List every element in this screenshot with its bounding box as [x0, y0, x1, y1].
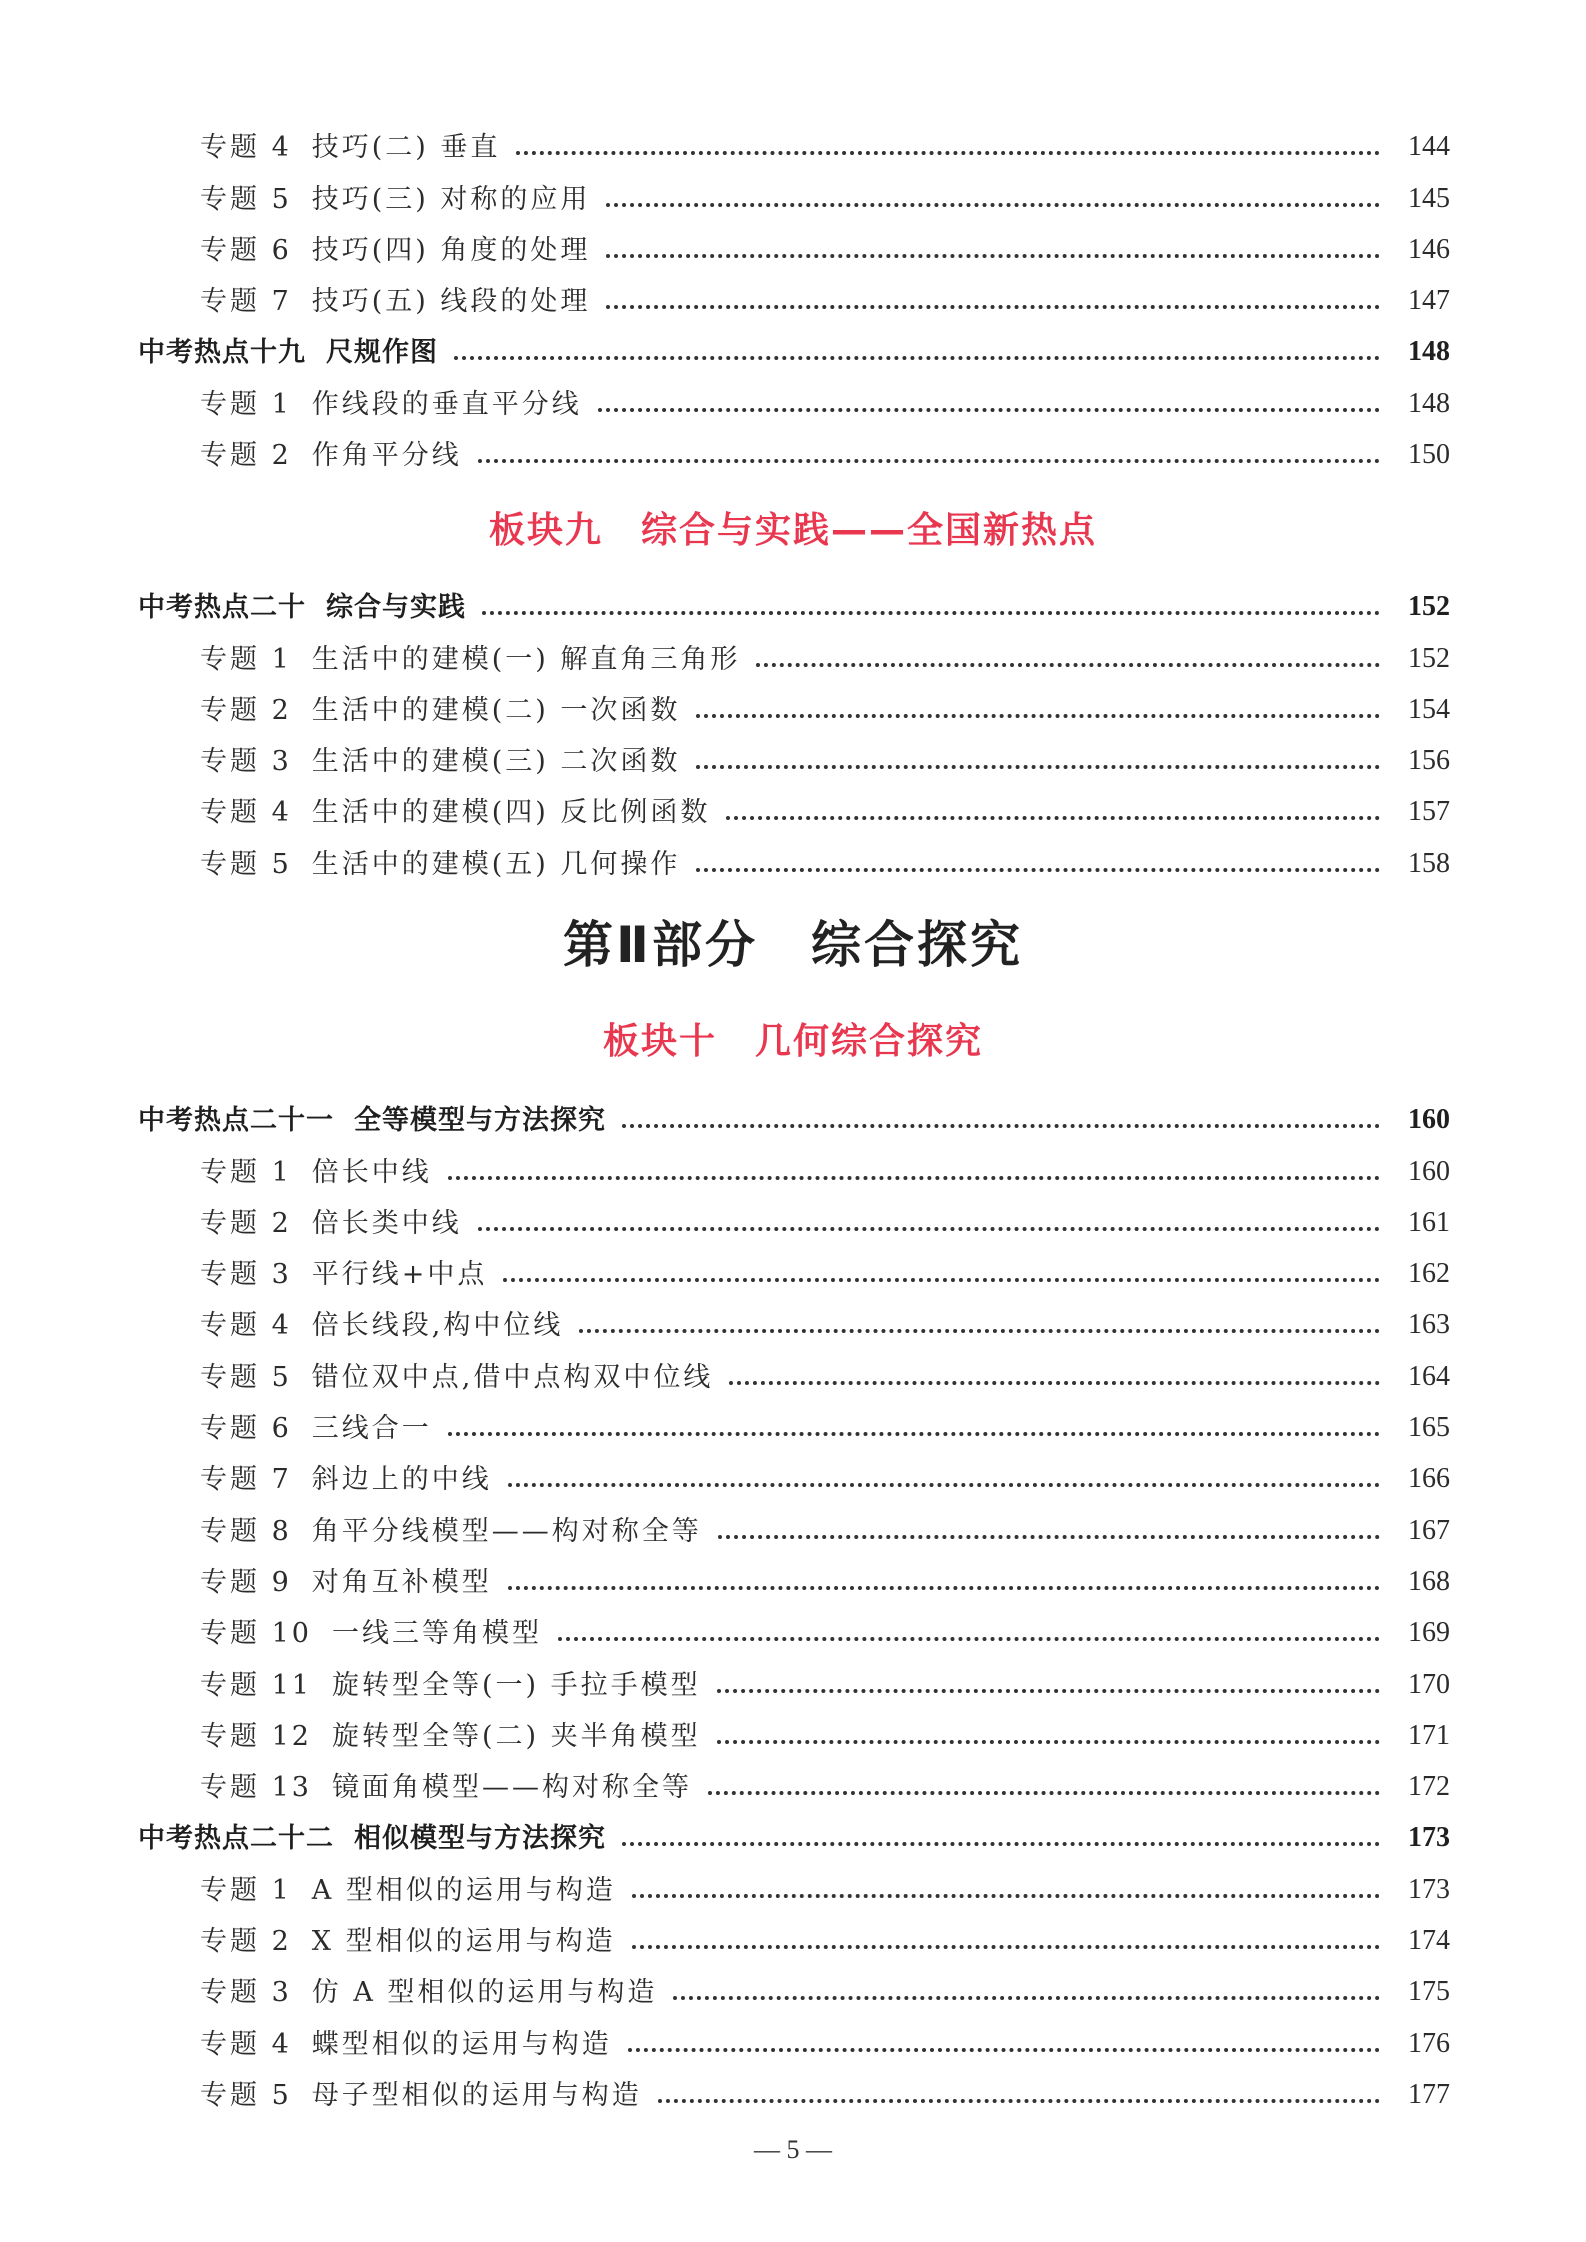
dot-leader — [718, 1535, 1380, 1539]
toc-entry-label — [138, 592, 466, 624]
dot-leader — [482, 611, 1380, 615]
dot-leader — [478, 1227, 1380, 1231]
toc-topic-entry — [138, 1699, 1450, 1750]
dot-leader — [696, 765, 1380, 769]
toc-entry-page-number: 168 — [1408, 1565, 1450, 1597]
toc-entry-number: 专题 2 — [200, 440, 292, 472]
toc-entry-page-number: 165 — [1408, 1412, 1450, 1444]
toc-entry-title: 作角平分线 — [311, 440, 462, 472]
dot-leader — [454, 356, 1380, 360]
toc-entry-number: 专题 4 — [200, 2028, 292, 2060]
toc-entry-label — [200, 1207, 462, 1239]
toc-entry-page-number: 148 — [1408, 387, 1450, 419]
toc-entry-number: 专题 2 — [200, 1207, 292, 1239]
toc-entry-label — [200, 1977, 658, 2009]
toc-entry-title: 倍长类中线 — [311, 1207, 462, 1239]
toc-entry-title: 尺规作图 — [326, 337, 438, 369]
toc-entry-page-number: 172 — [1408, 1771, 1450, 1803]
dot-leader — [516, 151, 1380, 155]
dot-leader — [658, 2099, 1380, 2103]
dot-leader — [606, 254, 1380, 258]
toc-entry-number: 专题 3 — [200, 746, 292, 778]
toc-entry-title: 倍长线段,构中位线 — [311, 1310, 564, 1342]
dot-leader — [717, 1689, 1380, 1693]
toc-entry-label — [138, 1105, 606, 1137]
toc-entry-title: 镜面角模型——构对称全等 — [331, 1772, 692, 1804]
toc-topic-entry — [138, 418, 1450, 472]
toc-topic-entry — [138, 2058, 1450, 2109]
toc-topic-entry — [138, 1955, 1450, 2009]
toc-heading-entry — [138, 315, 1450, 369]
toc-entry-page-number: 152 — [1408, 642, 1450, 674]
toc-entry-page-number: 167 — [1408, 1514, 1450, 1546]
toc-entry-title: X 型相似的运用与构造 — [311, 1926, 616, 1958]
toc-entry-label — [200, 1669, 701, 1701]
toc-topic-entry — [138, 1750, 1450, 1804]
toc-entry-title: 斜边上的中线 — [311, 1464, 492, 1496]
toc-entry-number: 专题 2 — [200, 694, 292, 726]
toc-entry-number: 专题 4 — [200, 1310, 292, 1342]
toc-entry-label — [200, 1156, 432, 1188]
dot-leader — [558, 1637, 1380, 1641]
toc-topic-entry — [138, 1237, 1450, 1291]
toc-entry-number: 中考热点二十一 — [138, 1105, 334, 1137]
toc-entry-title: 生活中的建模(三) 二次函数 — [311, 746, 681, 778]
toc-entry-title: 错位双中点,借中点构双中位线 — [311, 1361, 714, 1393]
toc-entry-title: 技巧(五) 线段的处理 — [311, 286, 591, 318]
dot-leader — [673, 1996, 1380, 2000]
toc-entry-label — [200, 1566, 492, 1598]
toc-entry-label — [200, 132, 501, 164]
toc-topic-entry — [138, 1288, 1450, 1342]
toc-entry-page-number: 170 — [1408, 1668, 1450, 1700]
toc-entry-number: 专题 4 — [200, 132, 292, 164]
dot-leader — [729, 1381, 1380, 1385]
toc-topic-entry — [138, 621, 1450, 675]
toc-entry-number: 专题 1 — [200, 388, 292, 420]
toc-entry-page-number: 175 — [1408, 1976, 1450, 2008]
toc-entry-title: 作线段的垂直平分线 — [311, 388, 582, 420]
toc-entry-page-number: 177 — [1408, 2078, 1450, 2110]
toc-topic-entry — [138, 1339, 1450, 1393]
toc-topic-entry — [138, 366, 1450, 420]
toc-entry-title: 全等模型与方法探究 — [354, 1105, 606, 1137]
toc-topic-entry — [138, 213, 1450, 264]
toc-topic-entry — [138, 1134, 1450, 1188]
dot-leader — [598, 408, 1380, 412]
toc-entry-page-number: 162 — [1408, 1258, 1450, 1290]
toc-topic-entry — [138, 2006, 1450, 2060]
toc-topic-entry — [138, 724, 1450, 778]
toc-topic-entry — [138, 1545, 1450, 1596]
toc-entry-page-number: 164 — [1408, 1360, 1450, 1392]
toc-topic-entry — [138, 1391, 1450, 1445]
toc-entry-number: 专题 2 — [200, 1926, 292, 1958]
toc-entry-page-number: 173 — [1408, 1822, 1450, 1854]
toc-entry-number: 专题 11 — [200, 1669, 312, 1701]
dot-leader — [622, 1842, 1380, 1846]
toc-entry-number: 专题 3 — [200, 1977, 292, 2009]
toc-entry-page-number: 176 — [1408, 2027, 1450, 2059]
toc-entry-number: 专题 9 — [200, 1566, 292, 1598]
toc-entry-label — [200, 797, 711, 829]
toc-entry-number: 专题 5 — [200, 2079, 292, 2111]
toc-entry-page-number: 173 — [1408, 1873, 1450, 1905]
toc-entry-number: 专题 1 — [200, 643, 292, 675]
dot-leader — [508, 1483, 1380, 1487]
toc-entry-title: 技巧(二) 垂直 — [311, 132, 501, 164]
section-title-9: 板块九 综合与实践——全国新热点 — [488, 510, 1097, 551]
toc-entry-title: 角平分线模型——构对称全等 — [311, 1515, 702, 1547]
toc-entry-page-number: 174 — [1408, 1925, 1450, 1957]
toc-topic-entry — [138, 1186, 1450, 1237]
toc-topic-entry — [138, 110, 1450, 164]
toc-entry-page-number: 147 — [1408, 285, 1450, 317]
dot-leader — [696, 868, 1380, 872]
toc-topic-entry — [138, 673, 1450, 724]
toc-entry-page-number: 156 — [1408, 745, 1450, 777]
dot-leader — [628, 2048, 1380, 2052]
toc-entry-page-number: 145 — [1408, 182, 1450, 214]
toc-entry-label — [200, 440, 462, 472]
toc-entry-label — [200, 1772, 692, 1804]
toc-entry-number: 专题 13 — [200, 1772, 312, 1804]
toc-entry-label — [138, 337, 438, 369]
toc-entry-title: 旋转型全等(二) 夹半角模型 — [331, 1720, 701, 1752]
toc-entry-title: 对角互补模型 — [311, 1566, 492, 1598]
toc-topic-entry — [138, 1904, 1450, 1958]
toc-entry-title: 生活中的建模(五) 几何操作 — [311, 848, 681, 880]
toc-entry-number: 专题 5 — [200, 848, 292, 880]
toc-entry-title: 生活中的建模(四) 反比例函数 — [311, 797, 711, 829]
toc-entry-number: 专题 4 — [200, 797, 292, 829]
toc-topic-entry — [138, 1442, 1450, 1496]
toc-entry-page-number: 171 — [1408, 1719, 1450, 1751]
toc-entry-title: 一线三等角模型 — [331, 1618, 542, 1650]
toc-entry-title: 生活中的建模(一) 解直角三角形 — [311, 643, 741, 675]
toc-heading-entry — [138, 1083, 1450, 1137]
toc-entry-label — [200, 2028, 612, 2060]
toc-entry-title: 倍长中线 — [311, 1156, 432, 1188]
toc-topic-entry — [138, 1493, 1450, 1547]
toc-entry-label — [200, 643, 741, 675]
toc-entry-number: 专题 5 — [200, 1361, 292, 1393]
toc-topic-entry — [138, 161, 1450, 215]
toc-entry-page-number: 154 — [1408, 693, 1450, 725]
toc-entry-label — [200, 1720, 701, 1752]
toc-entry-label — [138, 1823, 606, 1855]
toc-entry-number: 专题 10 — [200, 1618, 312, 1650]
toc-entry-title: 平行线+中点 — [311, 1259, 488, 1291]
dot-leader — [478, 459, 1380, 463]
toc-entry-label — [200, 1259, 488, 1291]
toc-entry-label — [200, 2079, 642, 2111]
toc-entry-number: 专题 1 — [200, 1874, 292, 1906]
toc-entry-number: 专题 7 — [200, 1464, 292, 1496]
dot-leader — [756, 663, 1380, 667]
toc-entry-page-number: 157 — [1408, 796, 1450, 828]
toc-entry-label — [200, 1361, 714, 1393]
toc-entry-page-number: 158 — [1408, 847, 1450, 879]
toc-entry-page-number: 148 — [1408, 336, 1450, 368]
toc-entry-number: 专题 7 — [200, 286, 292, 318]
dot-leader — [606, 305, 1380, 309]
dot-leader — [632, 1894, 1380, 1898]
dot-leader — [448, 1176, 1380, 1180]
toc-entry-title: 蝶型相似的运用与构造 — [311, 2028, 612, 2060]
toc-entry-number: 专题 6 — [200, 1413, 292, 1445]
toc-block-section-9 — [138, 570, 1450, 878]
toc-block-section-10 — [138, 1083, 1450, 2109]
toc-entry-label — [200, 1515, 702, 1547]
toc-entry-title: 相似模型与方法探究 — [354, 1823, 606, 1855]
toc-entry-label — [200, 848, 681, 880]
dot-leader — [708, 1791, 1380, 1795]
toc-entry-page-number: 169 — [1408, 1617, 1450, 1649]
toc-entry-number: 中考热点二十 — [138, 592, 306, 624]
section-title-10: 板块十 几何综合探究 — [602, 1021, 983, 1062]
dot-leader — [696, 714, 1380, 718]
toc-entry-label — [200, 234, 591, 266]
toc-entry-title: A 型相似的运用与构造 — [311, 1874, 616, 1906]
toc-entry-page-number: 152 — [1408, 591, 1450, 623]
toc-entry-label — [200, 1310, 564, 1342]
toc-entry-label — [200, 1926, 616, 1958]
toc-entry-title: 生活中的建模(二) 一次函数 — [311, 694, 681, 726]
toc-entry-page-number: 163 — [1408, 1309, 1450, 1341]
dot-leader — [448, 1432, 1380, 1436]
toc-entry-title: 母子型相似的运用与构造 — [311, 2079, 642, 2111]
toc-entry-page-number: 146 — [1408, 233, 1450, 265]
toc-entry-label — [200, 388, 582, 420]
toc-entry-title: 三线合一 — [311, 1413, 432, 1445]
toc-topic-entry — [138, 264, 1450, 318]
toc-entry-number: 专题 5 — [200, 183, 292, 215]
toc-topic-entry — [138, 1596, 1450, 1650]
toc-entry-page-number: 150 — [1408, 439, 1450, 471]
toc-heading-entry — [138, 1801, 1450, 1855]
dot-leader — [622, 1124, 1380, 1128]
toc-entry-number: 专题 3 — [200, 1259, 292, 1291]
toc-heading-entry — [138, 570, 1450, 624]
dot-leader — [632, 1945, 1380, 1949]
toc-entry-number: 专题 6 — [200, 234, 292, 266]
toc-topic-entry — [138, 1852, 1450, 1906]
toc-entry-title: 综合与实践 — [326, 592, 466, 624]
toc-entry-page-number: 160 — [1408, 1104, 1450, 1136]
dot-leader — [726, 816, 1380, 820]
toc-entry-number: 专题 8 — [200, 1515, 292, 1547]
toc-topic-entry — [138, 1647, 1450, 1701]
toc-entry-number: 中考热点二十二 — [138, 1823, 334, 1855]
toc-entry-page-number: 144 — [1408, 131, 1450, 163]
toc-entry-page-number: 160 — [1408, 1155, 1450, 1187]
dot-leader — [508, 1586, 1380, 1590]
toc-entry-label — [200, 183, 591, 215]
toc-topic-entry — [138, 775, 1450, 829]
toc-entry-title: 旋转型全等(一) 手拉手模型 — [331, 1669, 701, 1701]
toc-topic-entry — [138, 826, 1450, 880]
toc-block-continued — [138, 110, 1450, 472]
dot-leader — [579, 1329, 1380, 1333]
toc-entry-number: 中考热点十九 — [138, 337, 306, 369]
toc-entry-label — [200, 746, 681, 778]
toc-entry-page-number: 161 — [1408, 1206, 1450, 1238]
part-title-2: 第Ⅱ部分 综合探究 — [563, 916, 1023, 974]
toc-entry-number: 专题 1 — [200, 1156, 292, 1188]
toc-entry-label — [200, 1618, 542, 1650]
toc-entry-label — [200, 286, 591, 318]
toc-entry-title: 技巧(三) 对称的应用 — [311, 183, 591, 215]
toc-entry-title: 仿 A 型相似的运用与构造 — [311, 1977, 658, 2009]
toc-entry-number: 专题 12 — [200, 1720, 312, 1752]
page-footer: — 5 — — [754, 2135, 832, 2164]
dot-leader — [717, 1740, 1380, 1744]
toc-entry-label — [200, 1413, 432, 1445]
dot-leader — [606, 203, 1380, 207]
toc-entry-title: 技巧(四) 角度的处理 — [311, 234, 591, 266]
dot-leader — [503, 1278, 1380, 1282]
toc-entry-label — [200, 1464, 492, 1496]
toc-entry-page-number: 166 — [1408, 1463, 1450, 1495]
toc-entry-label — [200, 694, 681, 726]
toc-entry-label — [200, 1874, 616, 1906]
